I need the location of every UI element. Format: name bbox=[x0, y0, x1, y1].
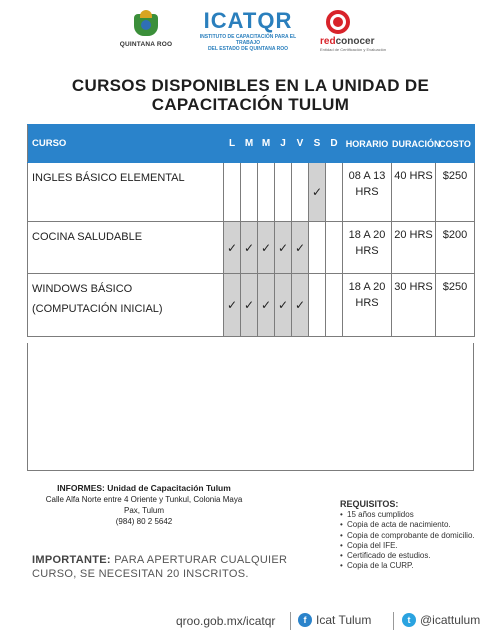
footer-divider bbox=[393, 612, 394, 630]
page-title bbox=[40, 76, 461, 114]
day-checked-cell bbox=[224, 222, 241, 274]
check-icon: ✓ bbox=[260, 240, 272, 255]
course-costo: $200 bbox=[436, 222, 475, 274]
day-checked-cell bbox=[241, 274, 258, 337]
header-day-s: S bbox=[309, 125, 326, 163]
header-horario: HORARIO bbox=[343, 125, 392, 163]
course-horario: 08 A 13 HRS bbox=[343, 163, 392, 222]
twitter-link[interactable] bbox=[402, 612, 480, 627]
list-item: • Copia de acta de nacimiento. bbox=[340, 520, 480, 530]
check-icon: ✓ bbox=[294, 240, 306, 255]
icatqr-logo-subtitle-1: INSTITUTO DE CAPACITACIÓN PARA EL TRABAJO bbox=[199, 34, 297, 46]
footer-divider bbox=[290, 612, 291, 630]
courses-table bbox=[27, 124, 475, 337]
day-cell bbox=[241, 163, 258, 222]
course-name: INGLES BÁSICO ELEMENTAL bbox=[28, 163, 224, 222]
day-cell bbox=[326, 222, 343, 274]
table-row bbox=[28, 163, 475, 222]
header-day-m: M bbox=[241, 125, 258, 163]
check-icon: ✓ bbox=[294, 298, 306, 312]
quintana-roo-logo bbox=[116, 10, 176, 48]
important-text: PARA APERTURAR CUALQUIER CURSO, SE NECESITAN 20 INSCRITOS. bbox=[32, 554, 288, 580]
icatqr-logo-subtitle-2: DEL ESTADO DE QUINTANA ROO bbox=[207, 46, 289, 52]
check-icon: ✓ bbox=[311, 185, 323, 199]
table-row bbox=[28, 222, 475, 274]
header-day-l: L bbox=[224, 125, 241, 163]
day-checked-cell bbox=[292, 222, 309, 274]
course-costo: $250 bbox=[436, 163, 475, 222]
list-item: • Copia de la CURP. bbox=[340, 561, 480, 571]
informes-block bbox=[34, 483, 254, 527]
header-costo: COSTO bbox=[436, 125, 475, 163]
list-item: • Copia de comprobante de domicilio. bbox=[340, 531, 480, 541]
course-duracion: 30 HRS bbox=[392, 274, 436, 337]
facebook-link[interactable] bbox=[298, 612, 371, 627]
header-duracion: DURACIÓN bbox=[392, 125, 436, 163]
informes-title: INFORMES: Unidad de Capacitación Tulum bbox=[57, 483, 231, 493]
header-day-j: J bbox=[275, 125, 292, 163]
header-day-v: V bbox=[292, 125, 309, 163]
day-checked-cell bbox=[241, 222, 258, 274]
header-logos bbox=[0, 8, 501, 64]
day-cell bbox=[292, 163, 309, 222]
icatqr-logo-text: ICATQR bbox=[203, 8, 293, 33]
list-item: • Certificado de estudios. bbox=[340, 551, 480, 561]
check-icon: ✓ bbox=[226, 298, 238, 312]
day-checked-cell bbox=[309, 163, 326, 222]
requisitos-list bbox=[340, 510, 480, 571]
important-label: IMPORTANTE: bbox=[32, 554, 111, 566]
day-cell bbox=[224, 163, 241, 222]
page-title-line-2: CAPACITACIÓN TULUM bbox=[151, 95, 350, 114]
important-note bbox=[32, 553, 322, 581]
course-horario: 18 A 20 HRS bbox=[343, 222, 392, 274]
twitter-handle: @icattulum bbox=[420, 612, 481, 627]
header-day-d: D bbox=[326, 125, 343, 163]
day-cell bbox=[309, 222, 326, 274]
requisitos-title: REQUISITOS: bbox=[340, 499, 399, 509]
table-empty-area bbox=[27, 343, 474, 471]
check-icon: ✓ bbox=[243, 240, 255, 255]
day-cell bbox=[326, 274, 343, 337]
facebook-icon: f bbox=[298, 613, 312, 627]
course-costo: $250 bbox=[436, 274, 475, 337]
red-conocer-subtitle: Entidad de Certificación y Evaluación bbox=[320, 47, 387, 52]
day-cell bbox=[258, 163, 275, 222]
quintana-roo-logo-text: QUINTANA ROO bbox=[119, 41, 173, 48]
twitter-icon: t bbox=[402, 613, 416, 627]
day-checked-cell bbox=[292, 274, 309, 337]
facebook-handle: Icat Tulum bbox=[316, 612, 372, 627]
quintana-roo-crest-icon bbox=[132, 10, 160, 38]
course-horario: 18 A 20 HRS bbox=[343, 274, 392, 337]
red-conocer-logo bbox=[320, 10, 390, 52]
page-title-line-1: CURSOS DISPONIBLES EN LA UNIDAD DE bbox=[71, 76, 430, 95]
informes-address-2: Pax, Tulum bbox=[123, 506, 164, 515]
day-cell bbox=[275, 163, 292, 222]
list-item: • Copia del IFE. bbox=[340, 541, 480, 551]
website-link[interactable]: qroo.gob.mx/icatqr bbox=[176, 614, 276, 628]
footer bbox=[0, 612, 501, 632]
course-name: WINDOWS BÁSICO (COMPUTACIÓN INICIAL) bbox=[28, 274, 224, 337]
course-duracion: 40 HRS bbox=[392, 163, 436, 222]
check-icon: ✓ bbox=[226, 240, 238, 255]
check-icon: ✓ bbox=[277, 240, 289, 255]
red-conocer-logo-text: redconocer bbox=[320, 36, 375, 47]
check-icon: ✓ bbox=[260, 298, 272, 312]
course-duracion: 20 HRS bbox=[392, 222, 436, 274]
day-checked-cell bbox=[275, 222, 292, 274]
informes-address-1: Calle Alfa Norte entre 4 Oriente y Tunkul, Colonia Maya bbox=[45, 495, 243, 504]
day-cell bbox=[309, 274, 326, 337]
check-icon: ✓ bbox=[243, 298, 255, 312]
requisitos-block bbox=[340, 499, 480, 571]
icatqr-logo bbox=[192, 8, 304, 52]
day-cell bbox=[326, 163, 343, 222]
table-header-row bbox=[28, 125, 475, 163]
header-curso: CURSO bbox=[28, 125, 224, 163]
day-checked-cell bbox=[224, 274, 241, 337]
day-checked-cell bbox=[275, 274, 292, 337]
header-day-m2: M bbox=[258, 125, 275, 163]
check-icon: ✓ bbox=[277, 298, 289, 312]
list-item: • 15 años cumplidos bbox=[340, 510, 480, 520]
red-conocer-ring-icon bbox=[326, 10, 350, 34]
course-name: COCINA SALUDABLE bbox=[28, 222, 224, 274]
day-checked-cell bbox=[258, 274, 275, 337]
table-row bbox=[28, 274, 475, 337]
informes-phone: (984) 80 2 5642 bbox=[115, 517, 173, 526]
day-checked-cell bbox=[258, 222, 275, 274]
